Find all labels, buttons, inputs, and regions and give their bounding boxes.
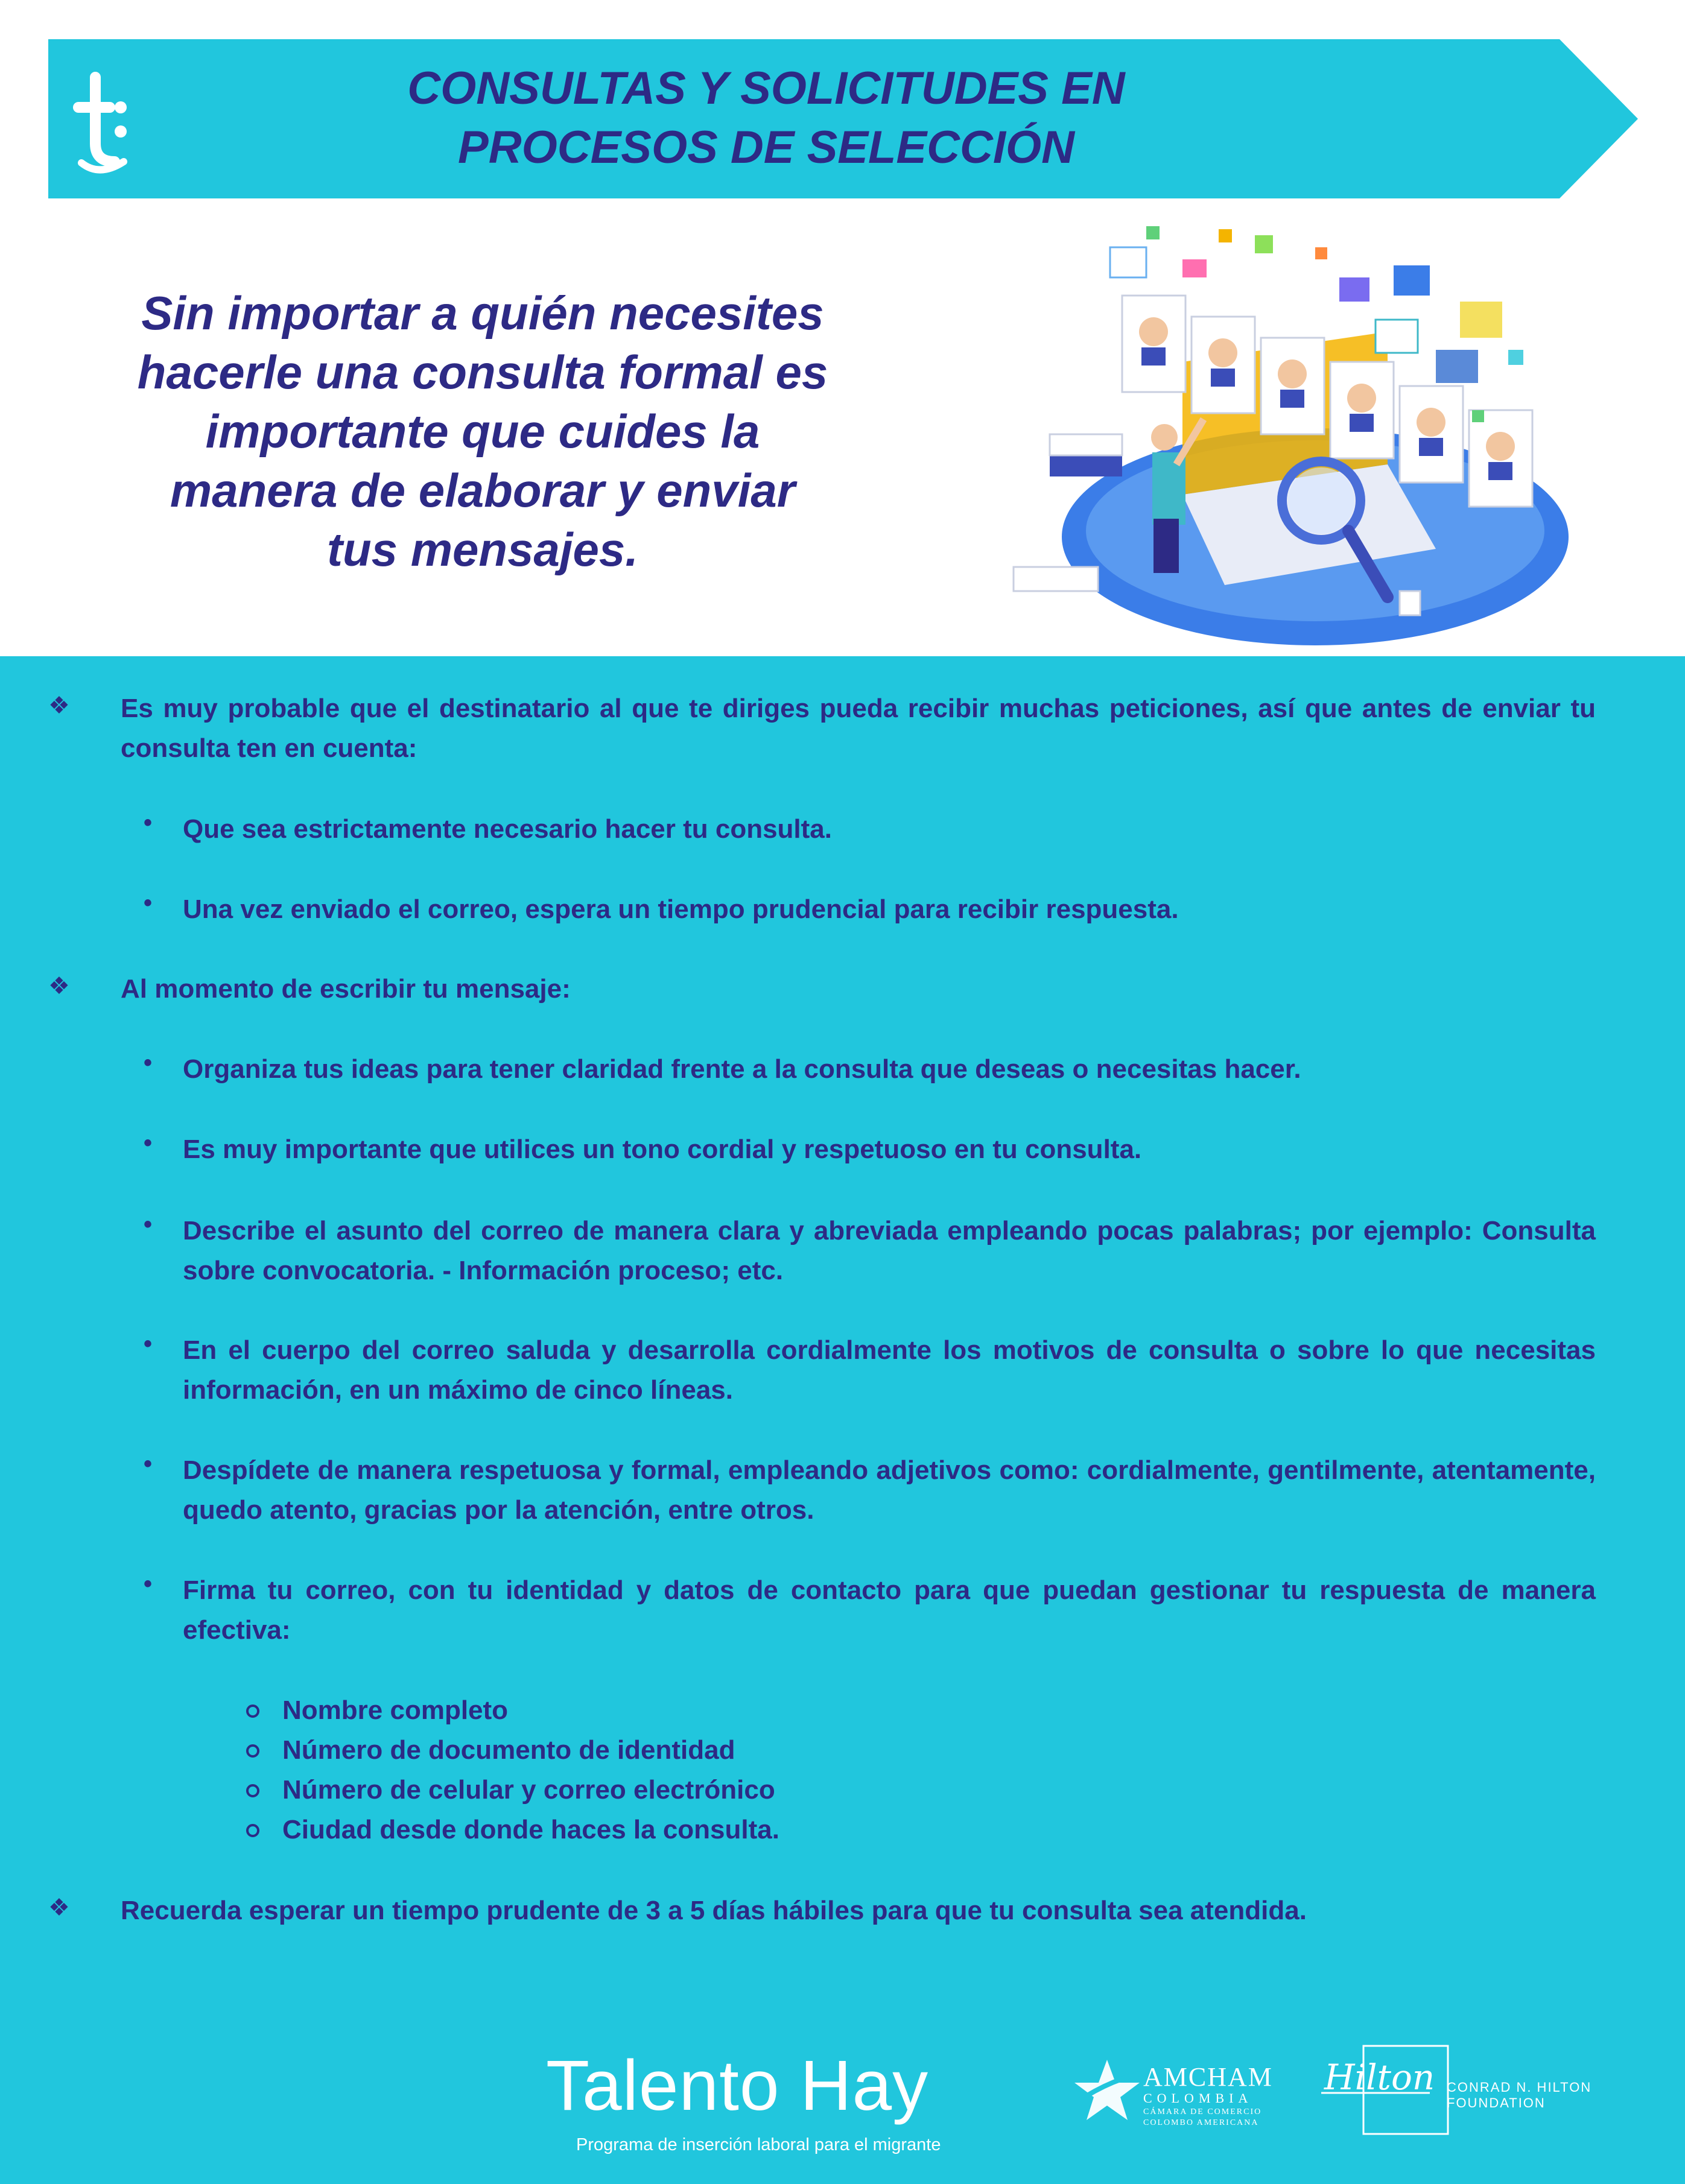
hilton-name: CONRAD N. HILTON [1447,2080,1592,2095]
bullet-dot-icon: • [144,1130,153,1156]
sub-sub-list-item: Número de documento de identidad [282,1735,735,1765]
bullet-dot-icon: • [144,809,153,836]
diamond-bullet-icon: ❖ [48,973,70,999]
intro-line-4: manera de elaborar y enviar [170,464,796,517]
sub-list-item: Que sea estrictamente necesario hacer tu consulta. [183,814,833,844]
diamond-bullet-icon: ❖ [48,692,70,719]
sub-list-item: Una vez enviado el correo, espera un tiempo prudencial para recibir respuesta. [183,894,1179,924]
bullet-dot-icon: • [144,1451,153,1477]
sub-sub-list-item: Nombre completo [282,1695,509,1725]
amcham-name: AMCHAM [1143,2062,1273,2092]
bullet-dot-icon: • [144,890,153,916]
hilton-signature: Hilton [1324,2057,1435,2098]
amcham-sub-2: COLOMBO AMERICANA [1143,2118,1259,2127]
title-line-2: PROCESOS DE SELECCIÓN [458,122,1074,173]
sub-sub-list-item: Ciudad desde donde haces la consulta. [282,1815,779,1844]
circle-bullet-icon [246,1744,259,1758]
content-panel [0,656,1685,2184]
title-line-1: CONSULTAS Y SOLICITUDES EN [407,63,1125,114]
sub-list-item: Despídete de manera respetuosa y formal, empleando adjetivos como: cordialmente, gentilmente, atentamente, quedo atento, gracias por la atención, entre otros. [183,1455,1596,1525]
talento-hay-t-logo-icon [72,71,133,174]
intro-line-2: hacerle una consulta formal es [137,346,828,399]
bullet-dot-icon: • [144,1331,153,1357]
intro-text [90,283,875,579]
sub-list-item: En el cuerpo del correo saluda y desarrolla cordialmente los motivos de consulta o sobre lo que necesitas información, en un máximo de cinco líneas. [183,1335,1596,1405]
list-item: Recuerda esperar un tiempo prudente de 3 a 5 días hábiles para que tu consulta sea atendida. [121,1896,1307,1925]
sub-list-item: Organiza tus ideas para tener claridad frente a la consulta que deseas o necesitas hacer. [183,1054,1301,1084]
footer-tagline: Programa de inserción laboral para el migrante [576,2135,941,2154]
sub-list-item: Firma tu correo, con tu identidad y datos de contacto para que puedan gestionar tu respuesta de manera efectiva: [183,1575,1596,1645]
intro-line-3: importante que cuides la [205,405,760,458]
sub-list-item: Es muy importante que utilices un tono cordial y respetuoso en tu consulta. [183,1135,1142,1164]
page-title [338,59,1195,177]
amcham-country: COLOMBIA [1143,2091,1253,2106]
diamond-bullet-icon: ❖ [48,1894,70,1921]
talento-hay-logo: Talento Hay [546,2046,929,2125]
list-item: Al momento de escribir tu mensaje: [121,974,571,1004]
sub-list-item: Describe el asunto del correo de manera clara y abreviada empleando pocas palabras; por ejemplo: Consulta sobre convocatoria. - Información proceso; etc. [183,1216,1596,1285]
hilton-foundation: FOUNDATION [1447,2095,1546,2110]
circle-bullet-icon [246,1784,259,1797]
bullet-dot-icon: • [144,1211,153,1238]
list-item: Es muy probable que el destinatario al que te diriges pueda recibir muchas peticiones, así que antes de enviar tu consulta ten en cuenta: [121,694,1596,763]
bullet-dot-icon: • [144,1571,153,1597]
bullet-dot-icon: • [144,1049,153,1076]
amcham-sub-1: CÁMARA DE COMERCIO [1143,2107,1262,2116]
intro-line-5: tus mensajes. [327,523,638,576]
recruitment-search-illustration-icon [1001,211,1569,651]
circle-bullet-icon [246,1704,259,1718]
sub-sub-list-item: Número de celular y correo electrónico [282,1775,775,1805]
intro-line-1: Sin importar a quién necesites [141,286,824,340]
circle-bullet-icon [246,1824,259,1837]
